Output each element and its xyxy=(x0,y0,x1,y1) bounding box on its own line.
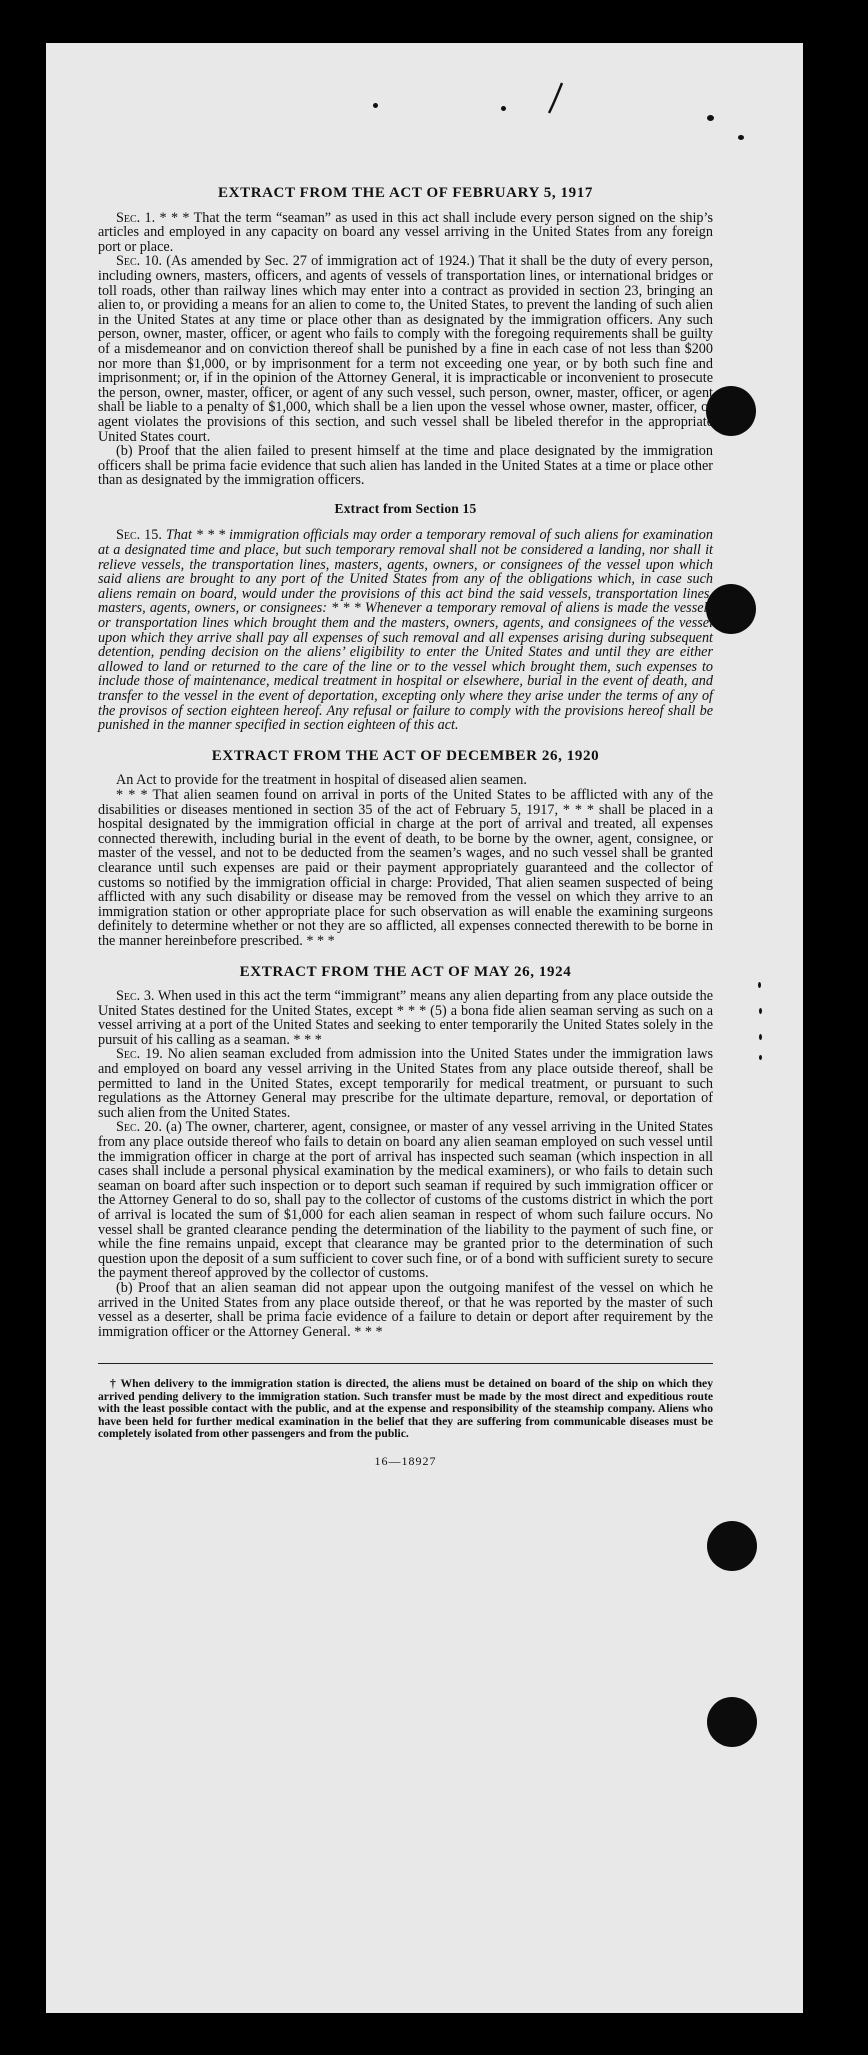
sec10-text: (As amended by Sec. 27 of immigration act of 1924.) That it shall be the duty of every person, including owners, masters, officers, and agents of vessels of transportation lines, or international bridges or toll roads, other than railway lines which may enter into a contract as provided in section 23, bringing an alien to, or providing a means for an alien to come to, the United States, to prevent the landing of such alien in the United States at any time or place other than as designated by the immigration officers. Any such person, owner, master, officer, or agent who fails to comply with the foregoing requirements shall be guilty of a misdemeanor and on conviction thereof shall be punished by a fine in each case of not less than $200 nor more than $1,000, or by imprisonment for a term not exceeding one year, or by both such fine and imprisonment; or, if in the opinion of the Attorney General, it is impracticable or inconvenient to prosecute the person, owner, master, officer, or agent of any such vessel, such person, owner, master, officer, or agent shall be liable to a penalty of $1,000, which shall be a lien upon the vessel whose owner, master, officer, or agent violates the provisions of this section, and such vessel shall be libeled therefor in the appropriate United States court. xyxy=(98,253,713,445)
act1920-body-paragraph: * * * That alien seamen found on arrival in ports of the United States to be afflicted with any of the disabilities or diseases mentioned in section 35 of the act of February 5, 1917, * * * shall be placed in a hospital designated by the immigration official in charge at the port of arrival and treated, all expenses connected therewith, including burial in the event of death, to be borne by the owner, agent, consignee, or master of the vessel, and not to be deducted from the seamen’s wages, and no such vessel shall be granted clearance until such expenses are paid or their payment appropriately guaranteed and the collector of customs so notified by the immigration official in charge: Provided, That alien seamen suspected of being afflicted with any such disability or disease may be removed from the vessel on which they arrive to an immigration station or other appropriate place for such observation as will enable the examining surgeons definitely to determine whether or not they are so afflicted, all expenses connected therewith to be borne in the manner hereinbefore prescribed. * * * xyxy=(98,786,713,949)
section-heading-feb-1917: EXTRACT FROM THE ACT OF FEBRUARY 5, 1917 xyxy=(218,185,593,201)
sec3-label: Sec. 3. xyxy=(116,988,155,1005)
sec1-paragraph xyxy=(98,211,713,255)
act1920-title-paragraph: An Act to provide for the treatment in hospital of diseased alien seamen. xyxy=(116,772,527,789)
sec1-text: * * * That the term “seaman” as used in this act shall include every person signed on the ship’s articles and employed in any capacity on board any vessel arriving in the United States from any foreign port or place. xyxy=(98,209,713,255)
ink-speck xyxy=(759,1055,762,1060)
sec20-text: (a) The owner, charterer, agent, consignee, or master of any vessel arriving in the United States from any place outside thereof who fails to detain on board any alien seaman employed on such vessel until the immigration officer in charge at the port of arrival has inspected such seaman (which inspection in all cases shall include a personal physical examination by the medical examiners), or who fails to detain such seaman on board after such inspection or to deport such seaman if required by such immigration officer or the Attorney General to do so, shall pay to the collector of customs of the customs district in which the port of arrival is located the sum of $1,000 for each alien seaman in respect of whom such failure occurs. No vessel shall be granted clearance pending the determination of the liability to the payment of such fine, or while the fine remains unpaid, except that clearance may be granted prior to the determination of such question upon the deposit of a sum sufficient to cover such fine, or of a bond with sufficient surety to secure the payment thereof approved by the collector of customs. xyxy=(98,1119,714,1282)
pen-mark-icon xyxy=(546,81,566,115)
sec20-paragraph xyxy=(98,1120,713,1281)
footnote-text: † When delivery to the immigration station is directed, the aliens must be detained on board of the ship on which they arrived pending delivery to the immigration station. Such transfer must be made by the most direct and expeditious route with the least possible contact with the public, and at the expense and responsibility of the steamship company. Aliens who have been held for further medical examination in the belief that they are suffering from communicable diseases must be completely isolated from other passengers and from the public. xyxy=(98,1377,713,1440)
ink-speck xyxy=(501,106,506,111)
sec15-text: That * * * immigration officials may order a temporary removal of such aliens for examination at a designated time and place, but such temporary removal shall not be considered a landing, nor shall it relieve vessels, the transportation lines, masters, agents, owners, or consignees of the vessel upon which said aliens are brought to any port of the United States from any of the obligations which, in case such aliens remain on board, would under the provisions of this act bind the said vessels, transportation lines, masters, agents, owners, or consignees: * * * Whenever a temporary removal of aliens is made the vessels or transportation lines which brought them and the masters, owners, agents, and consignees of the vessel upon which they arrive shall pay all expenses of such removal and all expenses arising during subsequent detention, pending decision on the aliens’ eligibility to enter the United States and until they are either allowed to land or returned to the care of the line or to the vessel which brought them, such expenses to include those of maintenance, medical treatment in hospital or elsewhere, burial in the event of death, and transfer to the vessel in the event of deportation, excepting only where they arise under the terms of any of the provisos of section eighteen hereof. Any refusal or failure to comply with the provisions hereof shall be punished in the manner specified in section eighteen of this act. xyxy=(98,527,713,734)
section-heading-dec-1920: EXTRACT FROM THE ACT OF DECEMBER 26, 1920 xyxy=(211,747,600,764)
sec19-label: Sec. 19. xyxy=(116,1046,163,1063)
ink-speck xyxy=(759,1008,762,1014)
sec10-paragraph xyxy=(98,254,713,444)
footnote-divider xyxy=(98,1363,713,1364)
sec15-label: Sec. 15. xyxy=(116,527,162,544)
ink-speck xyxy=(373,103,378,108)
section-heading-may-1924: EXTRACT FROM THE ACT OF MAY 26, 1924 xyxy=(239,963,572,980)
footnote-block xyxy=(98,1378,713,1440)
sec3-paragraph xyxy=(98,989,713,1047)
sec19-paragraph xyxy=(98,1047,713,1120)
sec10-b-paragraph: (b) Proof that the alien failed to present himself at the time and place designated by the immigration officers shall be prima facie evidence that such alien has landed in the United States at a time or place other than as designated by the immigration officers. xyxy=(98,443,713,489)
punch-hole xyxy=(707,1521,757,1571)
punch-hole xyxy=(706,584,756,634)
document-text-column xyxy=(98,180,713,1469)
ink-speck xyxy=(758,982,761,988)
print-number: 16—18927 xyxy=(374,1454,437,1469)
sec15-paragraph xyxy=(98,528,713,732)
ink-speck xyxy=(759,1034,762,1040)
ink-speck xyxy=(738,135,744,140)
sec15-block xyxy=(98,528,713,732)
sec19-text: No alien seaman excluded from admission into the United States under the immigration laws and employed on board any vessel arriving in the United States from any place outside thereof, shall be permitted to land in the United States, except temporarily for medical treatment, or pursuant to such regulations as the Attorney General may prescribe for the ultimate departure, removal, or deportation of such alien from the United States. xyxy=(98,1046,713,1121)
punch-hole xyxy=(706,386,756,436)
sec10-label: Sec. 10. xyxy=(116,253,163,270)
section-heading-sec15: Extract from Section 15 xyxy=(334,500,477,516)
sec1-label: Sec. 1. xyxy=(116,209,156,226)
punch-hole xyxy=(707,1697,757,1747)
sec20-b-paragraph: (b) Proof that an alien seaman did not appear upon the outgoing manifest of the vessel on which he arrived in the United States from any place outside thereof, or that he was reported by the master of such vessel as a deserter, shall be prima facie evidence of a failure to detain or deport after requirement by the immigration officer or the Attorney General. * * * xyxy=(98,1279,713,1340)
sec20-label: Sec. 20. xyxy=(116,1119,162,1136)
sec3-text: When used in this act the term “immigrant” means any alien departing from any place outside the United States destined for the United States, except * * * (5) a bona fide alien seaman serving as such on a vessel arriving at a port of the United States and seeking to enter temporarily the United States solely in the pursuit of his calling as a seaman. * * * xyxy=(98,988,713,1048)
ink-speck xyxy=(707,115,714,121)
